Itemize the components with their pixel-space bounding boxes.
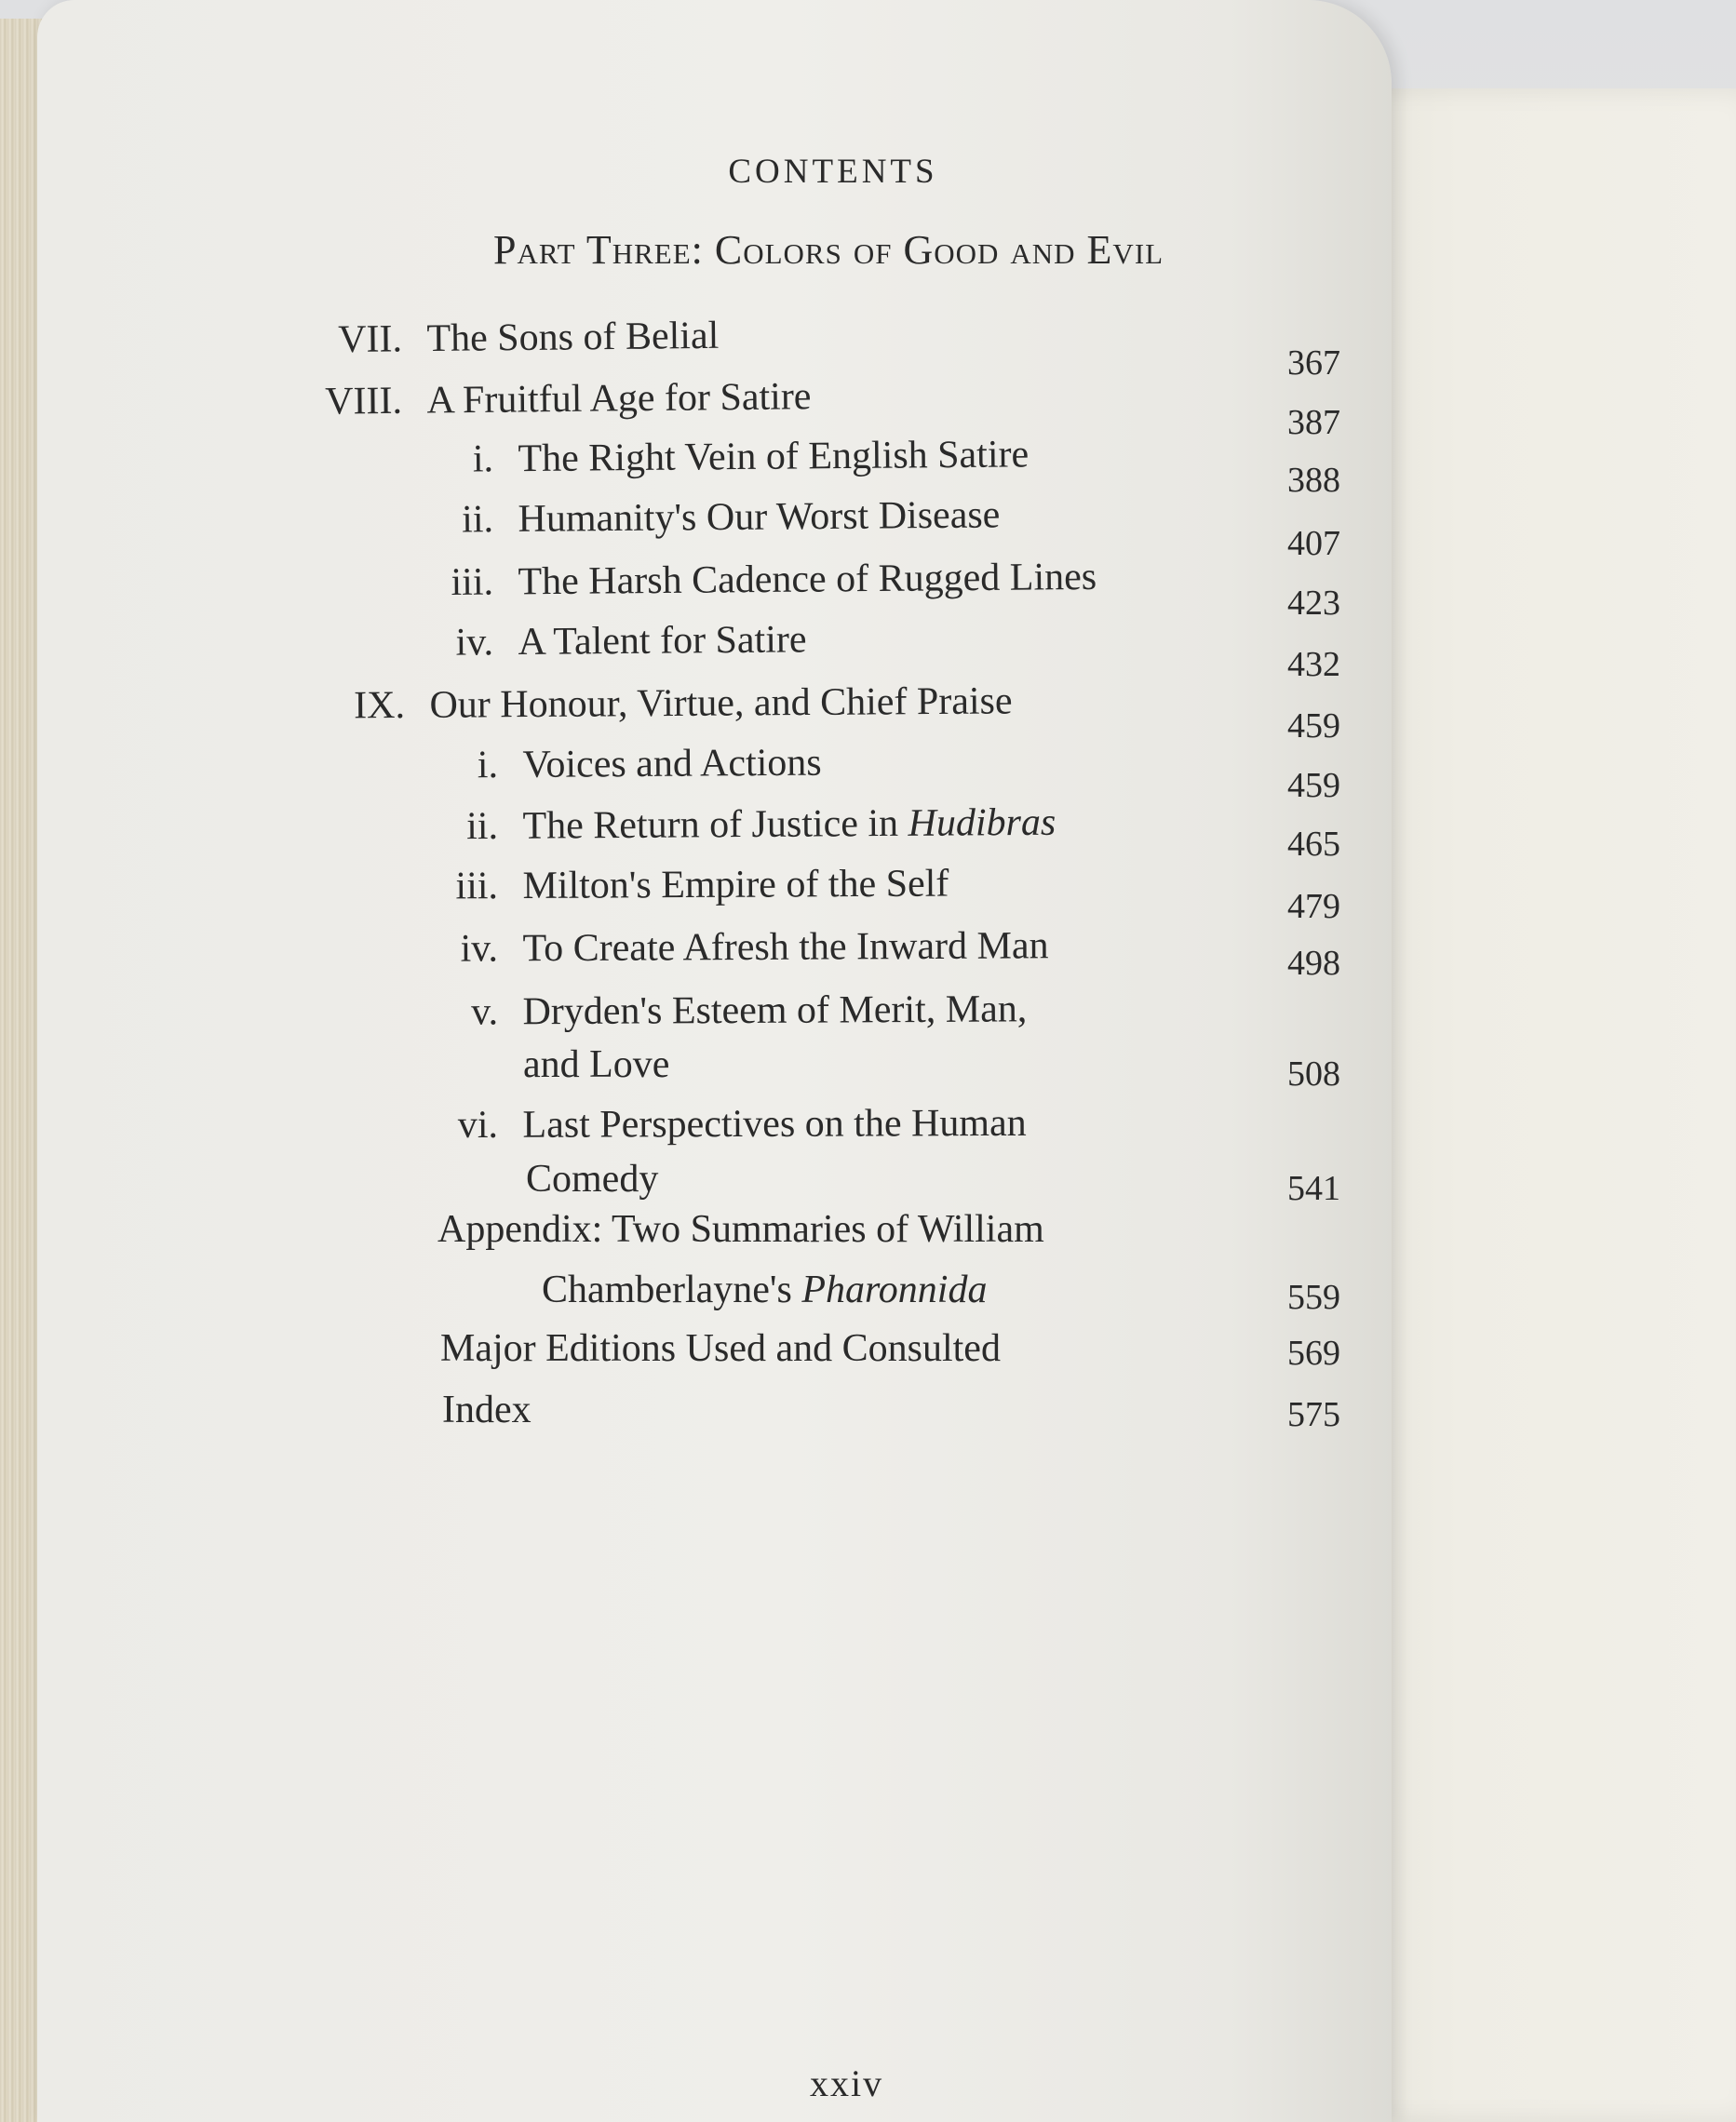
entry-number: vi.: [457, 1103, 499, 1148]
page-number: 479: [1287, 887, 1340, 926]
entry-number: v.: [471, 990, 499, 1034]
page-number: 508: [1287, 1054, 1340, 1094]
page-number: 387: [1287, 403, 1340, 442]
toc-subentry: [437, 862, 949, 908]
toc-subentry: [450, 1101, 1027, 1148]
appendix-entry: Appendix: Two Summaries of William: [437, 1208, 1044, 1251]
page-number: 432: [1287, 645, 1340, 684]
entry-number: iv.: [455, 621, 494, 665]
page-number: 465: [1287, 825, 1340, 864]
entry-title: Humanity's Our Worst Disease: [518, 493, 1001, 541]
page-number: 559: [1287, 1278, 1340, 1317]
entry-number: ii.: [461, 498, 494, 542]
entry-number: iv.: [460, 927, 499, 971]
entry-title: [522, 800, 1056, 848]
toc-subentry: [434, 557, 1097, 602]
toc-subentry: [461, 741, 822, 787]
page-number: 407: [1287, 524, 1340, 563]
entry-title-continuation: Comedy: [526, 1158, 659, 1201]
toc-entry: [312, 377, 812, 422]
entry-number: VII.: [337, 317, 403, 362]
entry-number: i.: [472, 437, 494, 481]
entry-number: VIII.: [324, 379, 403, 423]
index-entry: Index: [442, 1389, 532, 1431]
page-number: 367: [1287, 343, 1340, 383]
page-number: 569: [1287, 1334, 1340, 1373]
entry-title: The Harsh Cadence of Rugged Lines: [518, 555, 1097, 604]
page-number: 388: [1287, 461, 1340, 500]
entry-title-italic: Hudibras: [908, 800, 1056, 845]
entry-title: Milton's Empire of the Self: [522, 862, 949, 907]
toc-entry: [330, 679, 1013, 728]
page-folio: xxiv: [810, 2062, 884, 2104]
entry-number: ii.: [466, 804, 499, 849]
entry-number: iii.: [451, 560, 494, 604]
entry-title: A Fruitful Age for Satire: [426, 375, 812, 423]
page-number: 498: [1287, 944, 1340, 983]
entry-title: Our Honour, Virtue, and Chief Praise: [429, 679, 1013, 727]
part-title: Part Three: Colors of Good and Evil: [493, 227, 1164, 273]
entry-title: A Talent for Satire: [518, 618, 807, 665]
toc-subentry: [445, 493, 1001, 542]
toc-subentry: [457, 987, 1028, 1034]
contents-heading: CONTENTS: [728, 153, 938, 191]
page-number: 459: [1287, 766, 1340, 805]
page-number: 541: [1287, 1169, 1340, 1208]
entry-title-text: The Return of Justice in: [522, 801, 899, 848]
entry-title: The Sons of Belial: [426, 314, 720, 361]
editions-entry: Major Editions Used and Consulted: [440, 1327, 1001, 1370]
entry-number: IX.: [354, 683, 406, 728]
appendix-continuation-text: Chamberlayne's: [542, 1269, 792, 1311]
entry-title: The Right Vein of English Satire: [518, 433, 1029, 481]
entry-title: Last Perspectives on the Human: [522, 1101, 1027, 1147]
toc-subentry: [456, 433, 1029, 481]
entry-title: Dryden's Esteem of Merit, Man,: [522, 987, 1028, 1034]
toc-subentry: [448, 924, 1049, 971]
entry-number: i.: [477, 744, 499, 787]
entry-title-continuation: and Love: [523, 1043, 670, 1086]
page-number: 423: [1287, 584, 1340, 623]
toc-entry: [326, 314, 720, 362]
entry-title: To Create Afresh the Inward Man: [522, 924, 1049, 971]
entry-number: iii.: [455, 865, 499, 908]
facing-page: [1340, 88, 1736, 2122]
page-number: 459: [1287, 706, 1340, 745]
appendix-continuation: [542, 1268, 987, 1312]
toc-subentry: [450, 800, 1056, 849]
appendix-continuation-italic: Pharonnida: [801, 1269, 988, 1311]
entry-title: Voices and Actions: [522, 741, 822, 786]
toc-subentry: [443, 618, 807, 665]
page-number: 575: [1287, 1395, 1340, 1434]
